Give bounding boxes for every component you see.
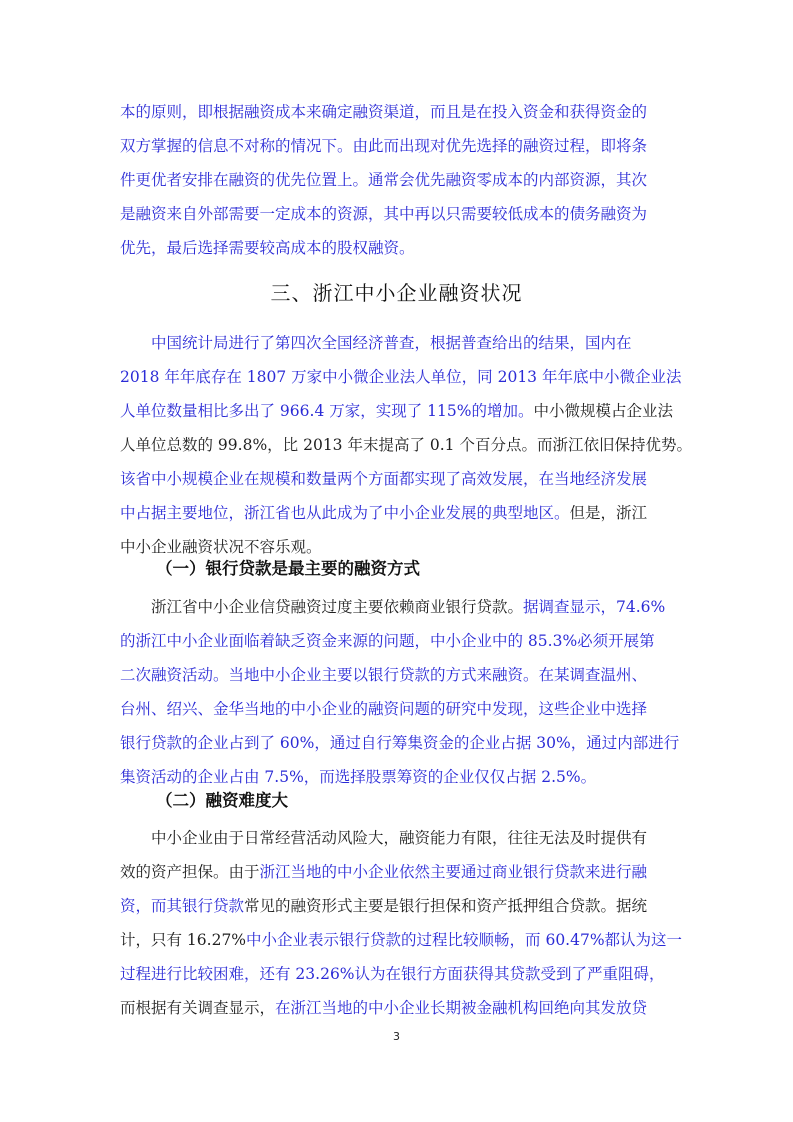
text-line <box>120 326 680 360</box>
text-line <box>120 360 680 394</box>
text-run: 该省中小规模企业在规模和数量两个方面都实现了高效发展，在当地经济发展 <box>120 470 648 488</box>
text-line <box>120 197 680 231</box>
paragraph-pecking-order <box>120 95 680 265</box>
text-run: 浙江当地的中小企业依然主要通过商业银行贷款来进行融 <box>259 863 648 881</box>
text-line <box>120 496 680 530</box>
paragraph-difficulty <box>120 821 683 1025</box>
subsection-heading-difficulty: （二）融资难度大 <box>156 791 288 810</box>
text-run: 集资活动的企业占由 7.5%，而选择股票筹资的企业仅仅占据 2.5%。 <box>120 768 597 786</box>
text-line <box>120 163 680 197</box>
text-run: 台州、绍兴、金华当地的中小企业的融资问题的研究中发现，这些企业中选择 <box>120 700 648 718</box>
text-run: 本的原则，即根据融资成本来确定融资渠道，而且是在投入资金和获得资金的 <box>120 103 648 121</box>
text-run: 双方掌握的信息不对称的情况下。由此而出现对优先选择的融资过程，即将条 <box>120 137 648 155</box>
text-run: 而根据有关调查显示， <box>120 999 276 1017</box>
text-run: 中小企业融资状况不容乐观。 <box>120 538 322 556</box>
text-run: 计，只有 16.27% <box>120 931 247 949</box>
text-line <box>120 129 680 163</box>
text-line <box>120 726 680 760</box>
page-number: 3 <box>393 1030 400 1043</box>
text-line <box>120 394 680 428</box>
text-line <box>120 658 680 692</box>
text-run: 中小企业表示银行贷款的过程比较顺畅，而 60.47%都认为这一 <box>246 931 683 949</box>
text-run: 是融资来自外部需要一定成本的资源，其中再以只需要较低成本的债务融资为 <box>120 205 648 223</box>
text-line <box>120 462 680 496</box>
text-run: 常见的融资形式主要是银行担保和资产抵押组合贷款。据统 <box>244 897 648 915</box>
text-run: 2018 年年底存在 1807 万家中小微企业法人单位，同 2013 年年底中小微企业法 <box>120 368 682 386</box>
text-run: 银行贷款的企业占到了 60%，通过自行筹集资金的企业占据 30%，通过内部进行 <box>120 734 680 752</box>
text-line <box>120 624 680 658</box>
text-line <box>120 692 680 726</box>
text-line <box>120 95 680 129</box>
text-run: 中小企业由于日常经营活动风险大，融资能力有限，往往无法及时提供有 <box>120 829 648 847</box>
text-line <box>120 231 680 265</box>
paragraph-bank-loans <box>120 590 680 794</box>
text-run: 人单位总数的 99.8%，比 2013 年末提高了 0.1 个百分点。而浙江依旧保持优势。 <box>120 436 692 454</box>
text-run: 过程进行比较困难，还有 23.26%认为在银行方面获得其贷款受到了严重阻碍， <box>120 965 665 983</box>
text-run: 效的资产担保。由于 <box>120 863 260 881</box>
text-line <box>120 855 680 889</box>
text-run: 中占据主要地位，浙江省也从此成为了中小企业发展的典型地区。 <box>120 504 570 522</box>
section-heading: 三、浙江中小企业融资状况 <box>270 281 523 305</box>
subsection-heading-bank-loans: （一）银行贷款是最主要的融资方式 <box>156 559 420 578</box>
text-run: 人单位数量相比多出了 966.4 万家，实现了 115%的增加。 <box>120 402 534 420</box>
text-line <box>120 821 680 855</box>
text-line <box>120 991 680 1025</box>
text-run: 二次融资活动。当地中小企业主要以银行贷款的方式来融资。在某调查温州、 <box>120 666 648 684</box>
text-line <box>120 590 680 624</box>
text-run: 件更优者安排在融资的优先位置上。通常会优先融资零成本的内部资源，其次 <box>120 171 648 189</box>
text-run: 但是，浙江 <box>569 504 648 522</box>
text-run: 浙江省中小企业信贷融资过度主要依赖商业银行贷款。 <box>120 598 524 616</box>
text-run: 在浙江当地的中小企业长期被金融机构回绝向其发放贷 <box>275 999 648 1017</box>
text-run: 中国统计局进行了第四次全国经济普查，根据普查给出的结果，国内在 <box>120 334 632 352</box>
text-line <box>120 428 692 462</box>
text-run: 的浙江中小企业面临着缺乏资金来源的问题，中小企业中的 85.3%必须开展第 <box>120 632 655 650</box>
paragraph-census <box>120 326 692 564</box>
text-run: 资，而其银行贷款 <box>120 897 245 915</box>
text-run: 中小微规模占企业法 <box>533 402 673 420</box>
text-run: 据调查显示，74.6% <box>523 598 666 616</box>
text-line <box>120 923 683 957</box>
text-line <box>120 957 680 991</box>
text-run: 优先，最后选择需要较高成本的股权融资。 <box>120 239 415 257</box>
text-line <box>120 889 680 923</box>
